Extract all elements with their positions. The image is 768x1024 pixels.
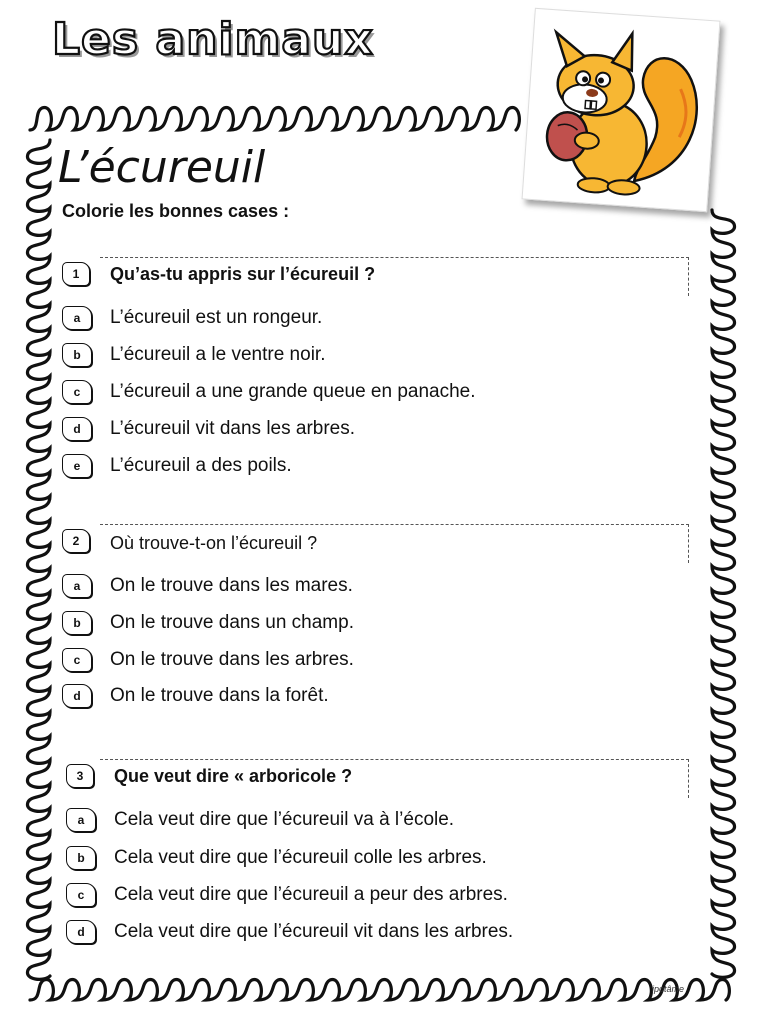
header-title: Les animaux	[52, 14, 374, 65]
q3-option-b-box[interactable]: b	[66, 846, 96, 870]
q1-option-a-text: L’écureuil est un rongeur.	[110, 307, 323, 328]
q3-option-d-text: Cela veut dire que l’écureuil vit dans les arbres.	[114, 921, 514, 942]
q3-option-b-text: Cela veut dire que l’écureuil colle les arbres.	[114, 847, 487, 868]
q2-option-b-box[interactable]: b	[62, 611, 92, 635]
author-credit: ipotâme	[652, 984, 685, 994]
question-2-number: 2	[62, 529, 90, 553]
question-1-number: 1	[62, 262, 90, 286]
question-3-text: Que veut dire « arboricole ?	[114, 766, 353, 786]
squirrel-illustration-card	[522, 8, 721, 213]
q3-option-d-box[interactable]: d	[66, 920, 96, 944]
q2-option-c-box[interactable]: c	[62, 648, 92, 672]
q3-option-c-text: Cela veut dire que l’écureuil a peur des arbres.	[114, 884, 508, 905]
q2-option-a-box[interactable]: a	[62, 574, 92, 598]
q2-option-a-text: On le trouve dans les mares.	[110, 575, 353, 596]
q2-option-b-text: On le trouve dans un champ.	[110, 612, 354, 633]
q1-option-b-box[interactable]: b	[62, 343, 92, 367]
squirrel-icon	[523, 9, 720, 211]
q1-option-c-text: L’écureuil a une grande queue en panache.	[110, 381, 476, 402]
q1-option-a-box[interactable]: a	[62, 306, 92, 330]
instruction-text: Colorie les bonnes cases :	[62, 201, 290, 221]
q2-option-c-text: On le trouve dans les arbres.	[110, 649, 354, 670]
q3-option-a-box[interactable]: a	[66, 808, 96, 832]
q1-option-d-text: L’écureuil vit dans les arbres.	[110, 418, 356, 439]
worksheet-title: L’écureuil	[58, 142, 266, 193]
q2-option-d-box[interactable]: d	[62, 684, 92, 708]
q1-option-e-box[interactable]: e	[62, 454, 92, 478]
q1-option-c-box[interactable]: c	[62, 380, 92, 404]
q1-option-e-text: L’écureuil a des poils.	[110, 455, 292, 476]
q1-option-b-text: L’écureuil a le ventre noir.	[110, 344, 326, 365]
question-2-text: Où trouve-t-on l’écureuil ?	[110, 533, 318, 553]
q2-option-d-text: On le trouve dans la forêt.	[110, 685, 329, 706]
q3-option-a-text: Cela veut dire que l’écureuil va à l’école.	[114, 809, 455, 830]
q3-option-c-box[interactable]: c	[66, 883, 96, 907]
question-3-number: 3	[66, 764, 94, 788]
q1-option-d-box[interactable]: d	[62, 417, 92, 441]
question-1-text: Qu’as-tu appris sur l’écureuil ?	[110, 264, 376, 284]
